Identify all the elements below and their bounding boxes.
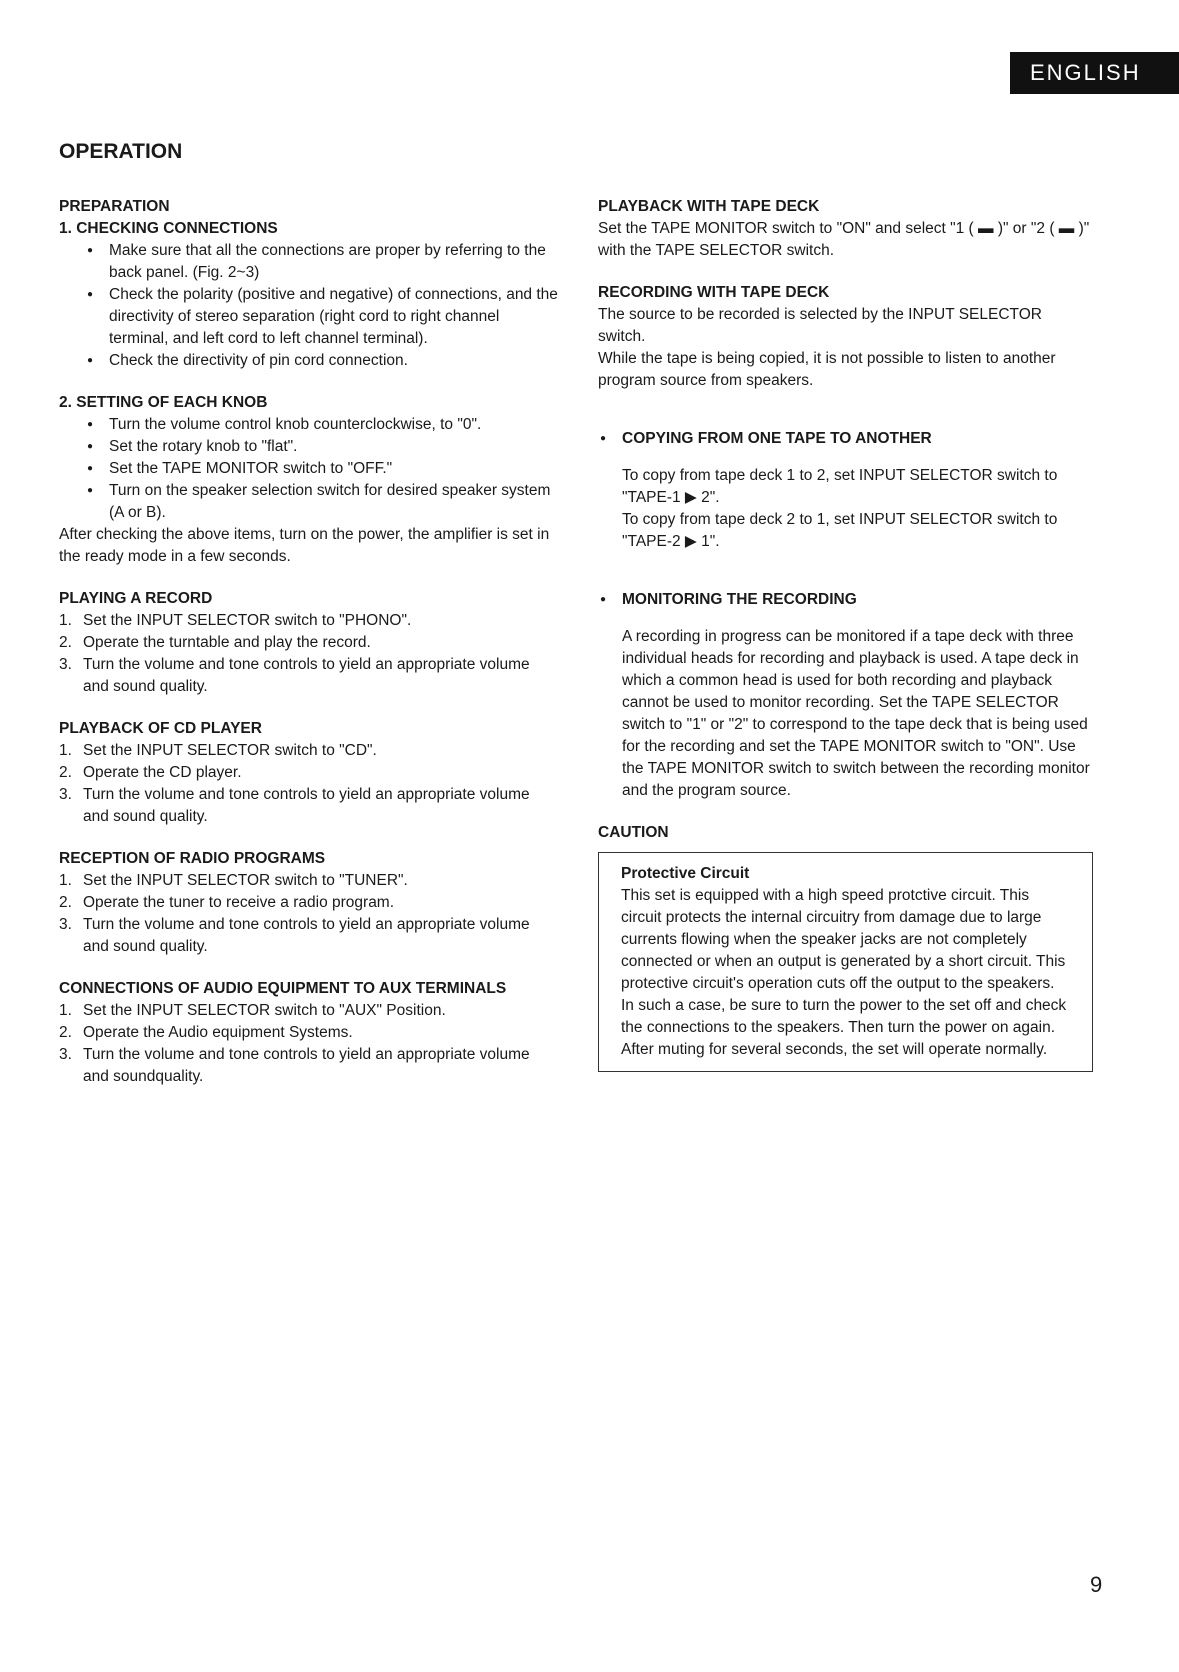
radio-programs-heading: RECEPTION OF RADIO PROGRAMS	[59, 850, 326, 867]
cd-player-steps	[59, 740, 559, 828]
monitoring-heading: ● MONITORING THE RECORDING	[598, 589, 1093, 611]
copying-text-2: To copy from tape deck 2 to 1, set INPUT SELECTOR switch to "TAPE-2 ▶ 1".	[622, 511, 1058, 550]
left-column	[59, 196, 559, 1088]
page-number: 9	[1090, 1572, 1103, 1597]
tape-playback-heading: PLAYBACK WITH TAPE DECK	[598, 198, 820, 215]
list-item: 1. Set the INPUT SELECTOR switch to "AUX" Position.	[59, 1002, 446, 1019]
cd-player-heading: PLAYBACK OF CD PLAYER	[59, 720, 262, 737]
caution-heading: CAUTION	[598, 824, 669, 841]
copying-heading: ● COPYING FROM ONE TAPE TO ANOTHER	[598, 428, 1093, 450]
right-column	[598, 196, 1093, 1072]
after-checking-text: After checking the above items, turn on the power, the amplifier is set in the ready mode in a few seconds.	[59, 526, 550, 565]
list-item: 2. Operate the CD player.	[59, 764, 242, 781]
list-item: ● Check the polarity (positive and negative) of connections, and the directivity of stereo separation (right cord to right channel terminal, and left cord to left channel terminal).	[109, 284, 559, 350]
list-item: 3. Turn the volume and tone controls to yield an appropriate volume and sound quality.	[59, 916, 530, 955]
radio-programs-steps	[59, 870, 559, 958]
playing-record-steps	[59, 610, 559, 698]
list-item: 1. Set the INPUT SELECTOR switch to "TUNER".	[59, 872, 408, 889]
page-title: OPERATION	[59, 140, 183, 163]
checking-connections-list	[59, 240, 559, 372]
tape-recording-text: The source to be recorded is selected by the INPUT SELECTOR switch.	[598, 306, 1042, 345]
caution-box	[598, 852, 1093, 1072]
tape-recording-heading: RECORDING WITH TAPE DECK	[598, 284, 830, 301]
preparation-heading: PREPARATION	[59, 198, 170, 215]
protective-circuit-heading: Protective Circuit	[621, 865, 750, 882]
list-item: ● Turn on the speaker selection switch for desired speaker system (A or B).	[109, 480, 559, 524]
setting-knob-heading: 2. SETTING OF EACH KNOB	[59, 394, 268, 411]
aux-terminals-heading: CONNECTIONS OF AUDIO EQUIPMENT TO AUX TERMINALS	[59, 980, 507, 997]
checking-connections-heading: 1. CHECKING CONNECTIONS	[59, 220, 278, 237]
list-item: 2. Operate the turntable and play the record.	[59, 634, 371, 651]
list-item: ● Set the rotary knob to "flat".	[109, 436, 559, 458]
setting-knob-list	[59, 414, 559, 524]
list-item: 2. Operate the Audio equipment Systems.	[59, 1024, 353, 1041]
list-item: 1. Set the INPUT SELECTOR switch to "PHONO".	[59, 612, 412, 629]
list-item: 2. Operate the tuner to receive a radio program.	[59, 894, 395, 911]
list-item: 3. Turn the volume and tone controls to yield an appropriate volume and sound quality.	[59, 786, 530, 825]
list-item: ● Check the directivity of pin cord connection.	[109, 350, 559, 372]
copying-text-1: To copy from tape deck 1 to 2, set INPUT SELECTOR switch to "TAPE-1 ▶ 2".	[622, 467, 1058, 506]
aux-terminals-steps	[59, 1000, 559, 1088]
list-item: 1. Set the INPUT SELECTOR switch to "CD".	[59, 742, 377, 759]
list-item: ● Turn the volume control knob counterclockwise, to "0".	[109, 414, 559, 436]
monitoring-text: A recording in progress can be monitored if a tape deck with three individual heads for recording and playback is used. A tape deck in which a common head is used for both recording and playback cannot be used to monitor recording. Set the TAPE SELECTOR switch to "1" or "2" to correspond to the tape deck that is being used for the recording and set the TAPE MONITOR switch to "ON". Use the TAPE MONITOR switch to switch between the recording monitor and the program source.	[622, 628, 1090, 799]
protective-circuit-text: This set is equipped with a high speed protctive circuit. This circuit protects the internal circuitry from damage due to large currents flowing when the speaker jacks are not completely connected or when an output is generated by a short circuit. This protective circuit's operation cuts off the output to the speakers. In such a case, be sure to turn the power to the set off and check the connections to the speakers. Then turn the power on again. After muting for several seconds, the set will operate normally.	[621, 887, 1067, 1058]
tape-playback-text: Set the TAPE MONITOR switch to "ON" and select "1 ( ▬ )" or "2 ( ▬ )" with the TAPE SELECTOR switch.	[598, 220, 1090, 259]
playing-record-heading: PLAYING A RECORD	[59, 590, 213, 607]
list-item: 3. Turn the volume and tone controls to yield an appropriate volume and sound quality.	[59, 656, 530, 695]
list-item: ● Set the TAPE MONITOR switch to "OFF."	[109, 458, 559, 480]
language-tab: ENGLISH	[1010, 52, 1179, 94]
list-item: 3. Turn the volume and tone controls to yield an appropriate volume and soundquality.	[59, 1046, 530, 1085]
tape-recording-note: While the tape is being copied, it is not possible to listen to another program source from speakers.	[598, 350, 1056, 389]
list-item: ● Make sure that all the connections are proper by referring to the back panel. (Fig. 2~3)	[109, 240, 559, 284]
